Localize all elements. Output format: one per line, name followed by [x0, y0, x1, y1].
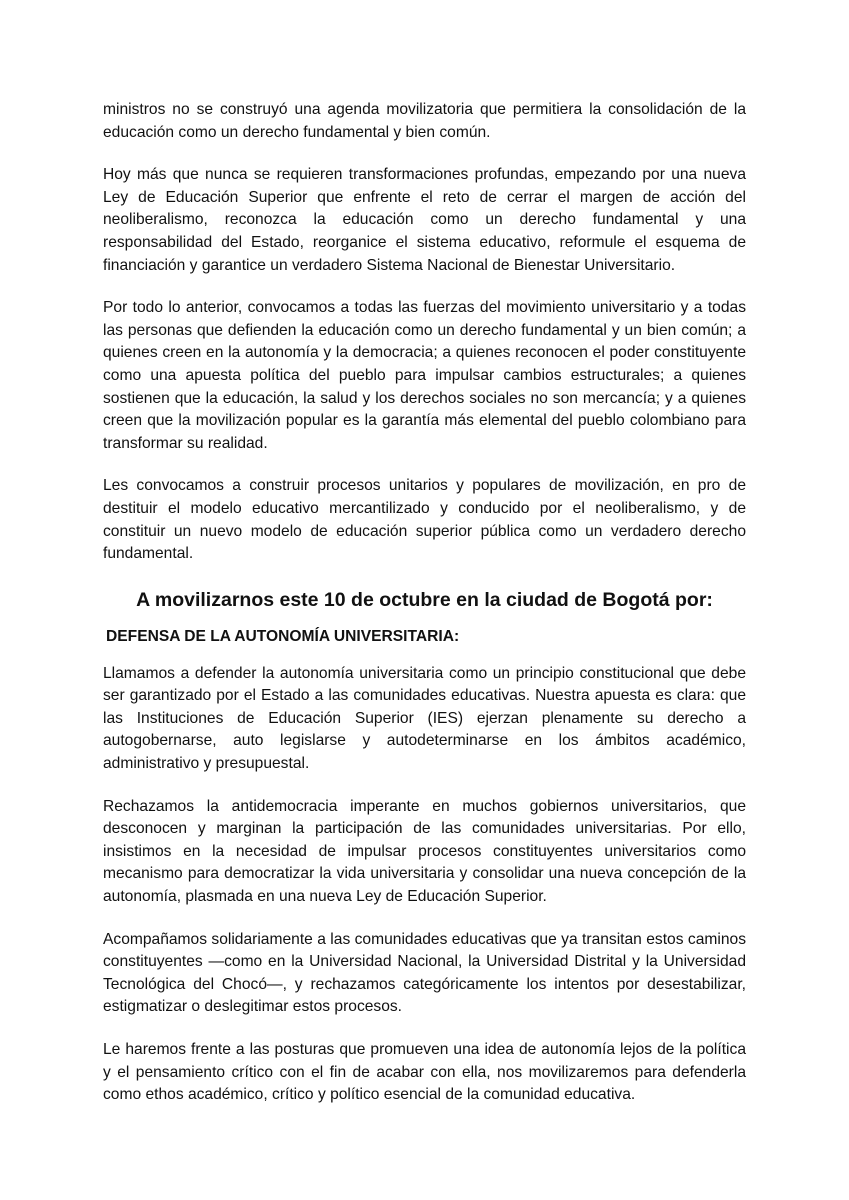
paragraph-frente-posturas: Le haremos frente a las posturas que promueven una idea de autonomía lejos de la política y el pensamiento crítico con el fin de acabar con ella, nos movilizaremos para defenderla como ethos académico, crítico y político esencial de la comunidad educativa. [103, 1041, 746, 1104]
paragraph-antidemocracia: Rechazamos la antidemocracia imperante en muchos gobiernos universitarios, que desconocen y marginan la participación de las comunidades universitarias. Por ello, insistimos en la necesidad de impulsar procesos constituyentes universitarios como mecanismo para democratizar la vida universitaria y consolidar una nueva concepción de la autonomía, plasmada en una nueva Ley de Educación Superior. [103, 797, 746, 906]
paragraph-ministros: ministros no se construyó una agenda movilizatoria que permitiera la consolidación de la educación como un derecho fundamental y bien común. [103, 101, 746, 141]
paragraph-convocatoria: Por todo lo anterior, convocamos a todas las fuerzas del movimiento universitario y a todas las personas que defienden la educación como un derecho fundamental y un bien común; a quienes creen en la autonomía y la democracia; a quienes reconocen el poder constituyente como una apuesta política del pueblo para impulsar cambios estructurales; a quienes sostienen que la educación, la salud y los derechos sociales no son mercancía; y a quienes creen que la movilización popular es la garantía más elemental del pueblo colombiano para transformar su realidad. [103, 299, 746, 452]
paragraph-transformaciones: Hoy más que nunca se requieren transformaciones profundas, empezando por una nueva Ley de Educación Superior que enfrente el reto de cerrar el margen de acción del neoliberalismo, reconozca la educación como un derecho fundamental y una responsabilidad del Estado, reorganice el sistema educativo, reformule el esquema de financiación y garantice un verdadero Sistema Nacional de Bienestar Universitario. [103, 166, 746, 274]
section-title-autonomia: DEFENSA DE LA AUTONOMÍA UNIVERSITARIA: [106, 627, 460, 645]
paragraph-solidaridad: Acompañamos solidariamente a las comunidades educativas que ya transitan estos caminos constituyentes —como en la Universidad Nacional, la Universidad Distrital y la Universidad Tecnológica del Chocó—, y rechazamos categóricamente los intentos por desestabilizar, estigmatizar o deslegitimar estos procesos. [103, 930, 746, 1016]
document-page [103, 99, 746, 1127]
paragraph-defender-autonomia: Llamamos a defender la autonomía universitaria como un principio constitucional que debe ser garantizado por el Estado a las comunidades educativas. Nuestra apuesta es clara: que las Instituciones de Educación Superior (IES) ejerzan plenamente su derecho a autogobernarse, auto legislarse y autodeterminarse en los ámbitos académico, administrativo y presupuestal. [103, 664, 746, 773]
paragraph-procesos-unitarios: Les convocamos a construir procesos unitarios y populares de movilización, en pro de destituir el modelo educativo mercantilizado y conducido por el neoliberalismo, y de constituir un nuevo modelo de educación superior pública como un verdadero derecho fundamental. [103, 477, 746, 563]
headline-movilizacion: A movilizarnos este 10 de octubre en la ciudad de Bogotá por: [136, 588, 713, 611]
